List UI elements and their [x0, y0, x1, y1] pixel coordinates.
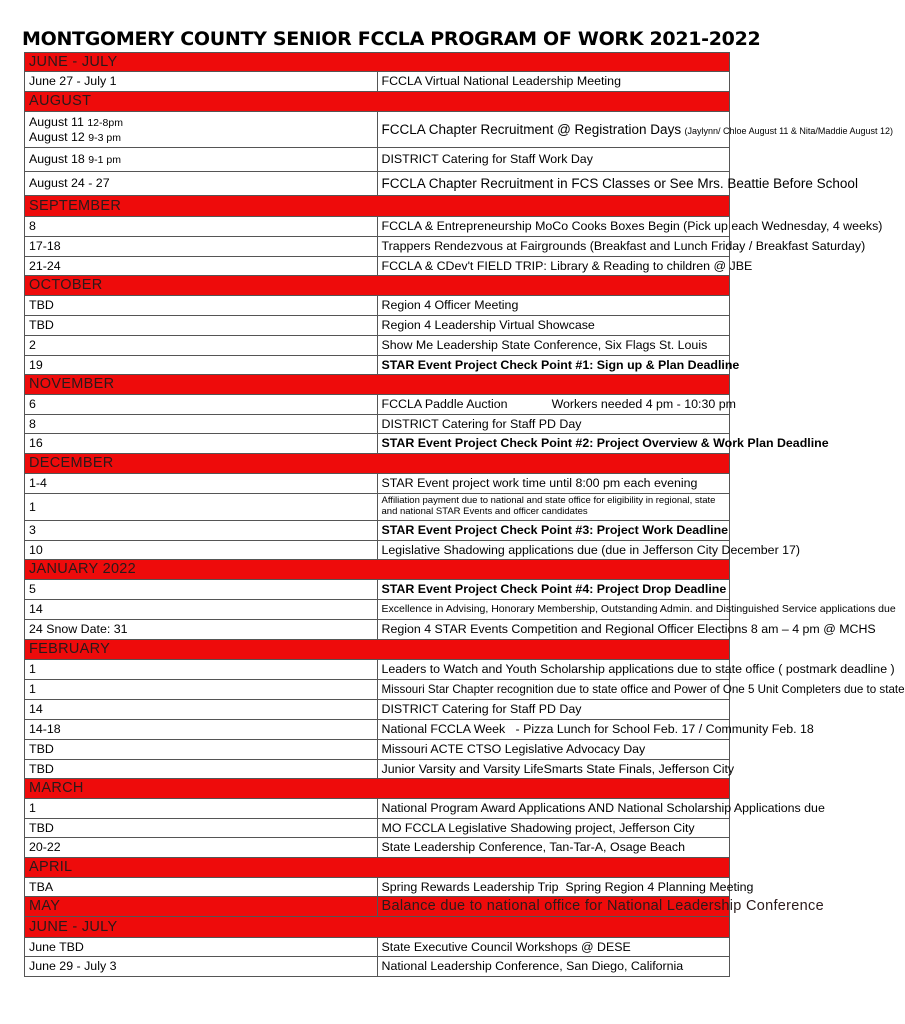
table-row [25, 434, 730, 454]
event-date: 1 [25, 799, 378, 819]
month-header [25, 53, 730, 72]
event-date: 10 [25, 541, 378, 560]
event-desc: State Leadership Conference, Tan-Tar-A, Osage Beach [377, 838, 730, 858]
time-text: 9-1 pm [88, 154, 121, 167]
month-header [25, 897, 730, 917]
event-date: 21-24 [25, 257, 378, 276]
event-date: 1-4 [25, 474, 378, 494]
month-label: JUNE - JULY [25, 53, 730, 72]
table-row [25, 72, 730, 92]
table-row [25, 740, 730, 760]
event-date: 3 [25, 521, 378, 541]
event-date: August 24 - 27 [25, 172, 378, 196]
event-desc: Missouri Star Chapter recognition due to state office and Power of One 5 Unit Completers due to state [377, 680, 730, 700]
event-desc: FCCLA & CDev't FIELD TRIP: Library & Reading to children @ JBE [377, 257, 730, 276]
event-desc: National FCCLA Week - Pizza Lunch for School Feb. 17 / Community Feb. 18 [377, 720, 730, 740]
event-date: 24 Snow Date: 31 [25, 620, 378, 640]
table-row [25, 257, 730, 276]
time-text: 9-3 pm [88, 131, 121, 144]
month-header [25, 917, 730, 938]
table-row [25, 541, 730, 560]
event-date [25, 148, 378, 172]
event-desc: Missouri ACTE CTSO Legislative Advocacy Day [377, 740, 730, 760]
table-row [25, 878, 730, 897]
event-desc: National Leadership Conference, San Diego, California [377, 957, 730, 977]
month-header [25, 196, 730, 217]
month-header [25, 92, 730, 112]
event-date: 8 [25, 217, 378, 237]
event-date: June TBD [25, 938, 378, 957]
table-row [25, 217, 730, 237]
table-row [25, 938, 730, 957]
program-table [24, 52, 905, 977]
table-row [25, 760, 730, 779]
event-date: 17-18 [25, 237, 378, 257]
month-header [25, 858, 730, 878]
desc-text: FCCLA Paddle Auction [381, 397, 508, 412]
month-label: JUNE - JULY [25, 917, 730, 938]
event-desc: Region 4 Officer Meeting [377, 296, 730, 316]
month-header [25, 640, 730, 660]
event-date [25, 112, 378, 148]
event-date: TBD [25, 296, 378, 316]
table-row [25, 600, 730, 620]
event-date: TBD [25, 760, 378, 779]
month-note: Balance due to national office for National Leadership Conference [377, 897, 730, 917]
event-desc: National Program Award Applications AND National Scholarship Applications due [377, 799, 730, 819]
table-row [25, 700, 730, 720]
table-row [25, 838, 730, 858]
table-row [25, 296, 730, 316]
date-text: August 18 [29, 152, 85, 167]
table-row [25, 148, 730, 172]
event-date: 2 [25, 336, 378, 356]
event-desc: Trappers Rendezvous at Fairgrounds (Breakfast and Lunch Friday / Breakfast Saturday) [377, 237, 730, 257]
month-header [25, 276, 730, 296]
event-desc: Show Me Leadership State Conference, Six Flags St. Louis [377, 336, 730, 356]
table-row [25, 799, 730, 819]
event-desc: State Executive Council Workshops @ DESE [377, 938, 730, 957]
table-row [25, 395, 730, 415]
event-date: TBD [25, 819, 378, 838]
month-label: NOVEMBER [25, 375, 730, 395]
table-row [25, 580, 730, 600]
event-date: TBA [25, 878, 378, 897]
event-desc: Junior Varsity and Varsity LifeSmarts State Finals, Jefferson City [377, 760, 730, 779]
table-row [25, 356, 730, 375]
table-row [25, 680, 730, 700]
event-date: 16 [25, 434, 378, 454]
event-date: June 27 - July 1 [25, 72, 378, 92]
table-row [25, 237, 730, 257]
time-text: 12-8pm [87, 117, 123, 130]
event-date: 8 [25, 415, 378, 434]
desc-note: (Jaylynn/ Chloe August 11 & Nita/Maddie August 12) [684, 125, 893, 136]
month-label: DECEMBER [25, 454, 730, 474]
month-label: AUGUST [25, 92, 730, 112]
event-date: 1 [25, 660, 378, 680]
table-row [25, 720, 730, 740]
event-date: 1 [25, 680, 378, 700]
event-date: 14 [25, 600, 378, 620]
table-row [25, 336, 730, 356]
event-date: 6 [25, 395, 378, 415]
desc-text: FCCLA Chapter Recruitment @ Registration Days [381, 121, 682, 137]
event-date: 19 [25, 356, 378, 375]
month-label: MAY [25, 897, 378, 917]
event-date: 1 [25, 494, 378, 521]
table-row [25, 819, 730, 838]
table-row [25, 620, 730, 640]
month-label: MARCH [25, 779, 730, 799]
event-date: TBD [25, 740, 378, 760]
event-desc: STAR Event project work time until 8:00 pm each evening [377, 474, 730, 494]
table-row [25, 957, 730, 977]
event-desc [377, 395, 736, 415]
table-row [25, 316, 730, 336]
month-label: APRIL [25, 858, 730, 878]
event-date: 20-22 [25, 838, 378, 858]
event-desc: DISTRICT Catering for Staff Work Day [377, 148, 730, 172]
event-date: 14 [25, 700, 378, 720]
event-desc [377, 112, 893, 148]
table-row [25, 521, 730, 541]
table-row [25, 474, 730, 494]
event-desc: STAR Event Project Check Point #3: Project Work Deadline [377, 521, 730, 541]
month-label: JANUARY 2022 [25, 560, 730, 580]
event-date: 14-18 [25, 720, 378, 740]
table-row [25, 660, 730, 680]
table-row [25, 415, 730, 434]
month-label: FEBRUARY [25, 640, 730, 660]
event-date: June 29 - July 3 [25, 957, 378, 977]
event-desc: STAR Event Project Check Point #2: Project Overview & Work Plan Deadline [377, 434, 730, 454]
event-desc: FCCLA Virtual National Leadership Meeting [377, 72, 730, 92]
month-label: OCTOBER [25, 276, 730, 296]
month-header [25, 779, 730, 799]
event-desc: Excellence in Advising, Honorary Membership, Outstanding Admin. and Distinguished Service applications due [377, 600, 730, 620]
event-desc: Legislative Shadowing applications due (due in Jefferson City December 17) [377, 541, 730, 560]
event-desc: MO FCCLA Legislative Shadowing project, Jefferson City [377, 819, 730, 838]
page-title: MONTGOMERY COUNTY SENIOR FCCLA PROGRAM OF WORK 2021-2022 [22, 28, 761, 50]
month-header [25, 375, 730, 395]
event-desc: Leaders to Watch and Youth Scholarship applications due to state office ( postmark deadline ) [377, 660, 730, 680]
event-desc: DISTRICT Catering for Staff PD Day [377, 415, 730, 434]
month-header [25, 454, 730, 474]
event-desc: DISTRICT Catering for Staff PD Day [377, 700, 730, 720]
month-label: SEPTEMBER [25, 196, 730, 217]
table-row [25, 112, 730, 148]
event-date: 5 [25, 580, 378, 600]
event-desc: Region 4 Leadership Virtual Showcase [377, 316, 730, 336]
event-desc: STAR Event Project Check Point #1: Sign up & Plan Deadline [377, 356, 730, 375]
event-date: TBD [25, 316, 378, 336]
date-text: August 12 [29, 129, 85, 144]
event-desc: Affiliation payment due to national and state office for eligibility in regional, state and national STAR Events and officer candidates [377, 494, 730, 521]
table-row [25, 172, 730, 196]
event-desc: STAR Event Project Check Point #4: Project Drop Deadline [377, 580, 730, 600]
date-text: August 11 [29, 115, 84, 130]
event-desc: FCCLA Chapter Recruitment in FCS Classes or See Mrs. Beattie Before School [377, 172, 730, 196]
desc-extra: Workers needed 4 pm - 10:30 pm [551, 397, 736, 412]
month-header [25, 560, 730, 580]
event-desc: Spring Rewards Leadership Trip Spring Region 4 Planning Meeting [377, 878, 730, 897]
event-desc: FCCLA & Entrepreneurship MoCo Cooks Boxes Begin (Pick up each Wednesday, 4 weeks) [377, 217, 730, 237]
event-desc: Region 4 STAR Events Competition and Regional Officer Elections 8 am – 4 pm @ MCHS [377, 620, 730, 640]
table-row [25, 494, 730, 521]
